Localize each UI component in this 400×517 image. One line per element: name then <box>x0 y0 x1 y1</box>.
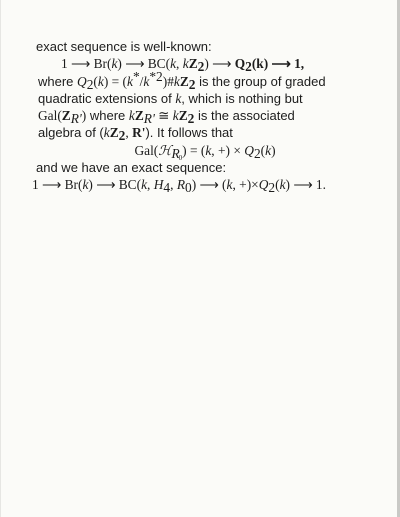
text-line-6: algebra of ($kZ_2$, R'). It follows that <box>38 125 233 144</box>
text-line-1 <box>36 38 390 55</box>
text-line-4: quadratic extensions of k, which is nothing but <box>38 90 303 106</box>
text-line-8: and we have an exact sequence: <box>36 160 227 176</box>
sequence-intro: exact sequence is well-known: <box>36 39 212 54</box>
text-line-5: $Gal(Z_{R'})$ where $kZ_{R'}$ ≅ $kZ_2$ is the associated <box>38 108 295 127</box>
text-line-3: where $Q_2(k)$ = $(k^*/k^{*2})\#kZ_2$ is the group of graded <box>38 68 326 92</box>
exact-sequence-1: 1 ⟶ Br(k) ⟶ BC(k, $kZ_2$) ⟶ $Q_2(k)$ ⟶ 1, <box>61 56 305 75</box>
body-text <box>32 38 390 196</box>
exact-sequence-2: 1 ⟶ Br(k) ⟶ BC(k, $H_4$, $R_0$) ⟶ (k, $+)\times Q_2(k)$ ⟶ 1. <box>32 177 326 196</box>
page-left-edge <box>0 0 1 517</box>
galois-group-formula: Gal(ℋ$_{R0}$) = (k, +) × $Q_2(k)$ <box>134 142 276 162</box>
